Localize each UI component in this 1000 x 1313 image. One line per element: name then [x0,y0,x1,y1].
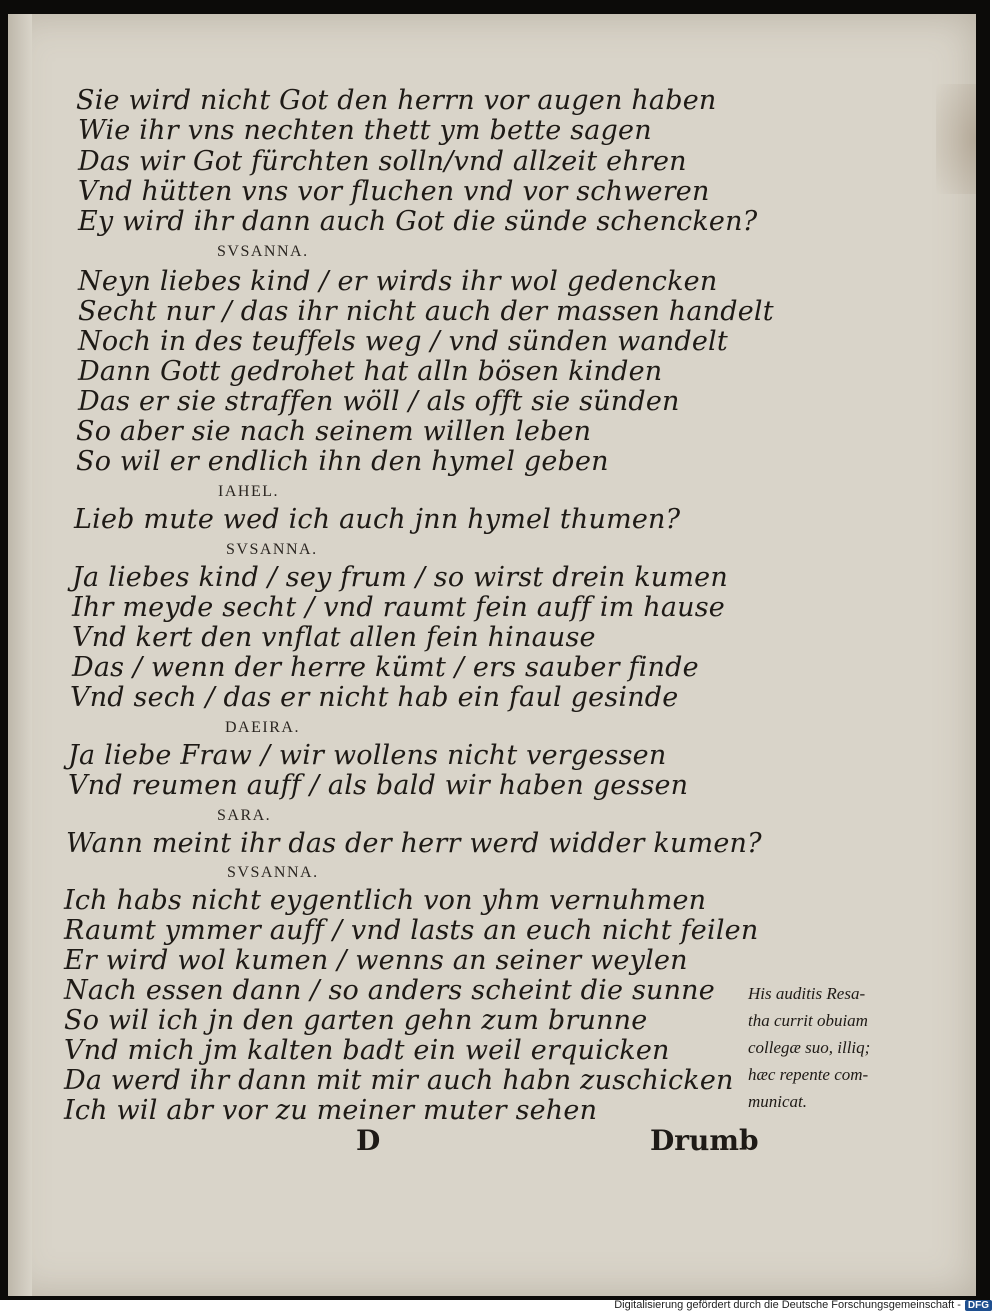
page-gutter-shadow [8,14,32,1296]
catchword: Drumb [650,1124,759,1157]
page-stain [936,84,976,194]
verse-line: Sie wird nicht Got den herrn vor augen haben [76,85,717,116]
verse-line: Noch in des teuffels weg / vnd sünden wandelt [78,326,728,357]
verse-line: Vnd mich jm kalten badt ein weil erquicken [64,1035,670,1066]
verse-line: So wil ich jn den garten gehn zum brunne [64,1005,648,1036]
verse-line: Vnd reumen auff / als bald wir haben gessen [68,770,689,801]
verse-line: So aber sie nach seinem willen leben [76,416,592,447]
verse-line: Dann Gott gedrohet hat alln bösen kinden [78,356,663,387]
verse-line: Ich habs nicht eygentlich von yhm vernuhmen [64,885,707,916]
verse-line: Ey wird ihr dann auch Got die sünde schencken? [78,206,758,237]
verse-line: Da werd ihr dann mit mir auch habn zuschicken [64,1065,734,1096]
verse-line: Das wir Got fürchten solln/vnd allzeit ehren [78,146,687,177]
verse-line: Lieb mute wed ich auch jnn hymel thumen? [74,504,681,535]
verse-line: Ja liebes kind / sey frum / so wirst drein kumen [72,562,728,593]
marginal-note-line: hæc repente com- [748,1065,869,1084]
verse-line: Vnd sech / das er nicht hab ein faul gesinde [70,682,679,713]
verse-line: Vnd hütten vns vor fluchen vnd vor schweren [78,176,710,207]
marginal-note-line: His auditis Resa- [748,984,866,1003]
verse-line: Ihr meyde secht / vnd raumt fein auff im hause [72,592,725,623]
verse-line: Neyn liebes kind / er wirds ihr wol gedencken [78,266,718,297]
digitization-credit [614,1299,992,1311]
verse-line: Secht nur / das ihr nicht auch der massen handelt [78,296,774,327]
verse-line: So wil er endlich ihn den hymel geben [76,446,609,477]
verse-line: Das / wenn der herre kümt / ers sauber finde [72,652,699,683]
verse-line: Nach essen dann / so anders scheint die sunne [64,975,715,1006]
verse-line: Das er sie straffen wöll / als offt sie sünden [78,386,680,417]
marginal-note-line: collegæ suo, illiq; [748,1038,871,1057]
speaker-heading: SARA. [217,807,272,824]
speaker-heading: DAEIRA. [225,719,300,736]
speaker-heading: SVSANNA. [227,864,319,881]
credit-text: Digitalisierung gefördert durch die Deutsche Forschungsgemeinschaft - [614,1299,961,1311]
verse-line: Ich wil abr vor zu meiner muter sehen [64,1095,598,1126]
speaker-heading: SVSANNA. [226,541,318,558]
speaker-heading: IAHEL. [218,483,279,500]
speaker-heading: SVSANNA. [217,243,309,260]
verse-line: Ja liebe Fraw / wir wollens nicht vergessen [68,740,667,771]
dfg-logo: DFG [965,1300,992,1311]
verse-line: Er wird wol kumen / wenns an seiner weylen [64,945,688,976]
verse-line: Wie ihr vns nechten thett ym bette sagen [78,115,652,146]
marginal-note-line: tha currit obuiam [748,1011,868,1030]
verse-line: Raumt ymmer auff / vnd lasts an euch nicht feilen [64,915,759,946]
marginal-note-line: municat. [748,1092,808,1111]
verse-line: Vnd kert den vnflat allen fein hinause [72,622,596,653]
verse-line: Wann meint ihr das der herr werd widder kumen? [66,828,762,859]
signature-mark: D [356,1124,381,1157]
